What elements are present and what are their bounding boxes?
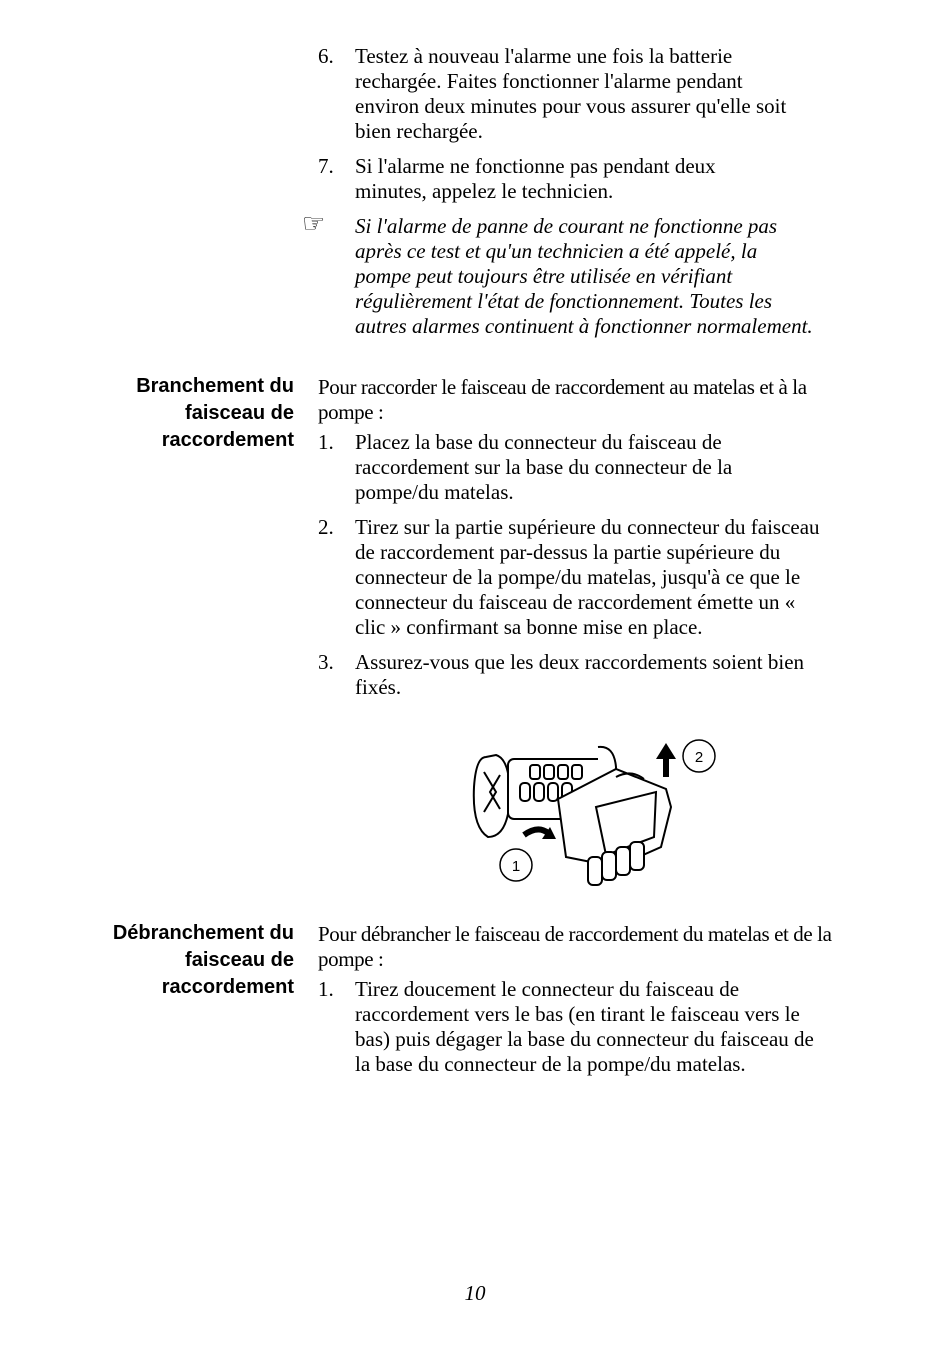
connector-illustration — [466, 737, 726, 892]
step-number: 7. — [318, 154, 334, 178]
step-number: 3. — [318, 650, 334, 674]
step-number: 1. — [318, 977, 334, 1001]
heading-line: raccordement — [161, 976, 294, 998]
disconnect-intro: Pour débrancher le faisceau de raccordement du matelas et de la pompe : — [318, 922, 832, 971]
heading-line: Débranchement du — [112, 922, 294, 944]
callout-2-label: 2 — [694, 749, 704, 766]
step-number: 6. — [318, 44, 334, 68]
step-text: Tirez sur la partie supérieure du connecteur du faisceau de raccordement par-dessus la partie supérieure du connecteur de la pompe/du matelas, jusqu'à ce que le connecteur du faisceau de raccordement émette un « clic » confirmant sa bonne mise en place. — [355, 515, 820, 639]
disconnect-heading — [34, 920, 294, 1001]
step-text: Assurez-vous que les deux raccordements soient bien fixés. — [355, 650, 805, 699]
callout-2 — [683, 740, 715, 772]
pointing-hand-icon: ☞ — [302, 209, 326, 238]
connect-step-1 — [318, 430, 838, 505]
step-number: 2. — [318, 515, 334, 539]
heading-line: faisceau de — [185, 402, 294, 424]
connect-step-2 — [318, 515, 838, 640]
disconnect-body — [318, 922, 838, 1077]
connect-step-3 — [318, 650, 838, 700]
step-text: Tirez doucement le connecteur du faisceau de raccordement vers le bas (en tirant le faisceau vers le bas) puis dégager la base du connecteur du faisceau de la base du connecteur de la pompe/du matelas. — [355, 977, 814, 1076]
page-number: 10 — [464, 1281, 486, 1305]
step-7 — [318, 154, 838, 204]
note — [302, 209, 838, 339]
heading-line: faisceau de — [185, 949, 294, 971]
note-text: Si l'alarme de panne de courant ne fonctionne pas après ce test et qu'un technicien a été appelé, la pompe peut toujours être utilisée en vérifiant régulièrement l'état de fonctionnement. Toutes les autres alarmes continuent à fonctionner normalement. — [355, 214, 813, 338]
top-steps — [302, 44, 838, 339]
step-text: Testez à nouveau l'alarme une fois la batterie rechargée. Faites fonctionner l'alarme pendant environ deux minutes pour vous assurer qu'elle soit bien rechargée. — [355, 44, 787, 143]
disconnect-step-1 — [318, 977, 838, 1077]
step-6 — [318, 44, 838, 144]
step-number: 1. — [318, 430, 334, 454]
connect-heading — [34, 373, 294, 454]
callout-1 — [500, 849, 532, 881]
connect-body — [318, 375, 838, 700]
step-text: Placez la base du connecteur du faisceau de raccordement sur la base du connecteur de la pompe/du matelas. — [355, 430, 733, 504]
step-text: Si l'alarme ne fonctionne pas pendant deux minutes, appelez le technicien. — [355, 154, 716, 203]
callout-1-label: 1 — [511, 858, 521, 875]
connect-intro: Pour raccorder le faisceau de raccordement au matelas et à la pompe : — [318, 375, 807, 424]
heading-line: Branchement du — [136, 375, 294, 397]
heading-line: raccordement — [161, 429, 294, 451]
